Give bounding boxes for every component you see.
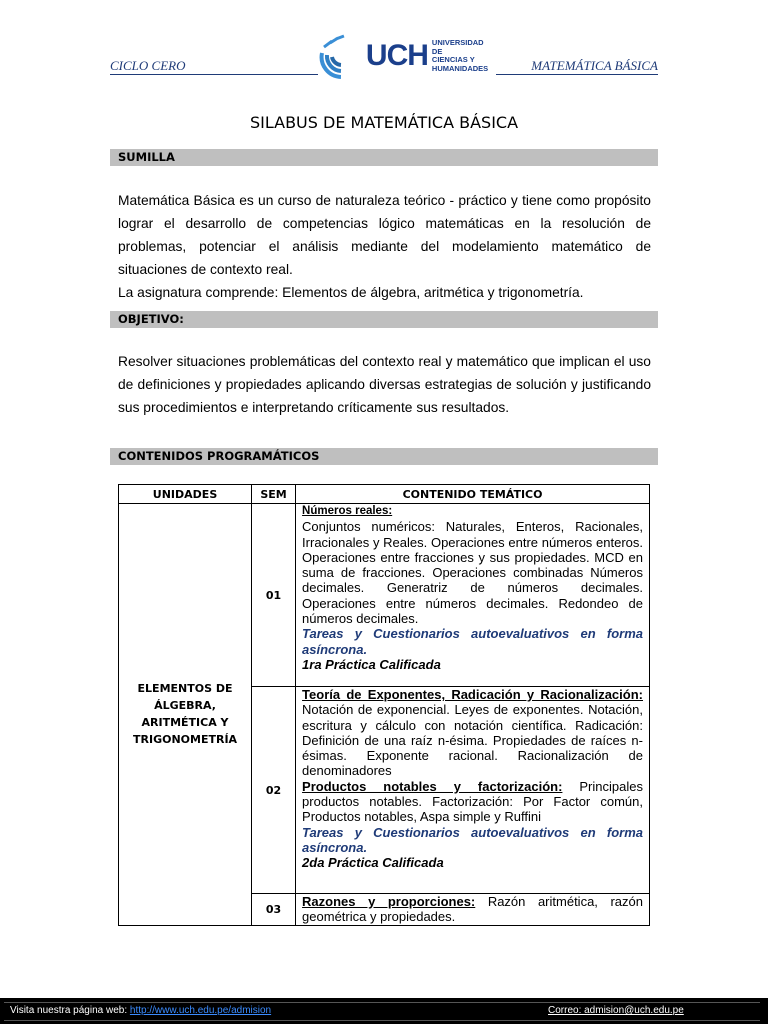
topic-title: Razones y proporciones: bbox=[302, 894, 476, 909]
topic-paragraph bbox=[302, 779, 643, 825]
topic-body: Razón aritmética, razón geométrica y propiedades. bbox=[302, 894, 643, 925]
tasks-note: Tareas y Cuestionarios autoevaluativos en forma asíncrona. bbox=[302, 824, 643, 855]
sumilla-heading: SUMILLA bbox=[110, 149, 658, 166]
table-row bbox=[119, 504, 650, 687]
topic-title: Números reales: bbox=[302, 505, 393, 517]
footer-bar bbox=[0, 998, 768, 1024]
content-cell bbox=[296, 894, 650, 926]
topic-body: Principales productos notables. Factorización: Por Factor común, Productos notables, Aspa simple y Ruffini bbox=[302, 778, 643, 825]
topic-title: Productos notables y factorización: bbox=[302, 778, 563, 794]
sem-number: 02 bbox=[252, 687, 296, 894]
practice-note: 2da Práctica Calificada bbox=[302, 855, 444, 871]
objetivo-heading: OBJETIVO: bbox=[110, 311, 658, 328]
contenidos-heading: CONTENIDOS PROGRAMÁTICOS bbox=[110, 448, 658, 465]
content-cell bbox=[296, 687, 650, 894]
topic-body: Notación de exponencial. Leyes de exponentes. Notación, escritura y cálculo con notación científica. Radicación: Definición de una raíz n-ésima. Propiedades de raíces n-ésimas. Exponente racional. Racionalización de denominadores bbox=[302, 702, 643, 779]
header-right-label: MATEMÁTICA BÁSICA bbox=[531, 58, 658, 73]
unit-name: ELEMENTOS DE ÁLGEBRA, ARITMÉTICA Y TRIGONOMETRÍA bbox=[119, 504, 252, 926]
sumilla-scope: La asignatura comprende: Elementos de álgebra, aritmética y trigonometría. bbox=[118, 285, 584, 300]
column-header-contenido: CONTENIDO TEMÁTICO bbox=[296, 485, 650, 504]
practice-note: 1ra Práctica Calificada bbox=[302, 656, 441, 672]
sumilla-paragraph: Matemática Básica es un curso de naturaleza teórico - práctico y tiene como propósito lograr el desarrollo de competencias lógico matemáticas en la resolución de problemas, potenciar el análisis mediante del modelamiento matemático de situaciones de contexto real. bbox=[118, 193, 651, 277]
contents-table bbox=[118, 484, 650, 926]
footer-visit-label: Visita nuestra página web: bbox=[10, 1005, 128, 1016]
content-cell bbox=[296, 504, 650, 687]
topic-paragraph bbox=[302, 894, 643, 925]
university-logo bbox=[318, 32, 496, 80]
sem-number: 01 bbox=[252, 504, 296, 687]
header-left-label: CICLO CERO bbox=[110, 58, 186, 73]
sem-number: 03 bbox=[252, 894, 296, 926]
tasks-note: Tareas y Cuestionarios autoevaluativos en forma asíncrona. bbox=[302, 626, 643, 657]
uch-emblem-icon bbox=[318, 33, 364, 79]
footer-email[interactable]: Correo: admision@uch.edu.pe bbox=[548, 1005, 684, 1016]
topic-title: Teoría de Exponentes, Radicación y Racionalización: bbox=[302, 687, 643, 702]
table-header-row bbox=[119, 485, 650, 504]
objetivo-paragraph: Resolver situaciones problemáticas del contexto real y matemático que implican el uso de definiciones y propiedades aplicando diversas estrategias de solución y justificando sus procedimientos e interpretando críticamente sus resultados. bbox=[118, 354, 651, 415]
topic-body: Conjuntos numéricos: Naturales, Enteros, Racionales, Irracionales y Reales. Operaciones entre números enteros. Operaciones entre fracciones y sus propiedades. MCD en suma de fracciones. Operaciones combinadas Números decimales. Generatriz de números decimales. Operaciones entre números decimales. Redondeo de números decimales. bbox=[302, 519, 643, 627]
footer-website bbox=[10, 1005, 271, 1016]
objetivo-text bbox=[118, 350, 651, 419]
column-header-unidades: UNIDADES bbox=[119, 485, 252, 504]
topic-paragraph bbox=[302, 687, 643, 779]
page-title: SILABUS DE MATEMÁTICA BÁSICA bbox=[249, 113, 519, 132]
sumilla-text bbox=[118, 189, 651, 304]
footer-website-link[interactable]: http://www.uch.edu.pe/admision bbox=[129, 1005, 272, 1016]
logo-subtitle: UNIVERSIDAD DE CIENCIAS Y HUMANIDADES bbox=[431, 38, 489, 73]
column-header-sem: SEM bbox=[252, 485, 296, 504]
logo-wordmark: UCH bbox=[365, 39, 428, 72]
